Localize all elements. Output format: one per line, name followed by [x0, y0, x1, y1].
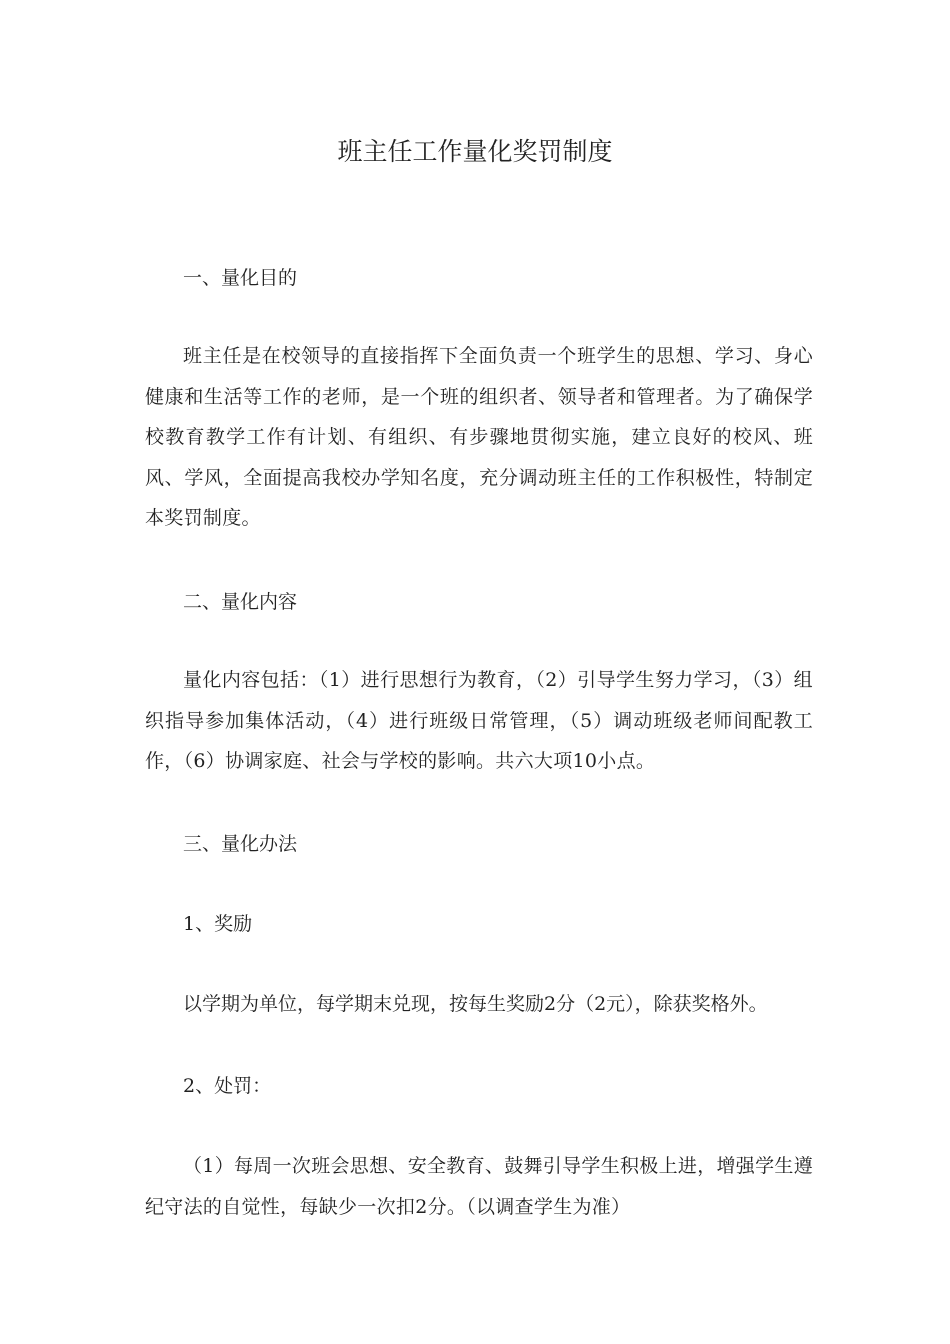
reward-paragraph: 以学期为单位，每学期末兑现，按每生奖励2分（2元），除获奖格外。 — [183, 993, 768, 1015]
section-heading-method: 三、量化办法 — [183, 833, 298, 855]
section-paragraph-content: 量化内容包括：（1）进行思想行为教育，（2）引导学生努力学习，（3）组织指导参加集体活动，（4）进行班级日常管理，（5）调动班级老师间配教工作，（6）协调家庭、社会与学校的影响。共六大项10小点。 — [145, 669, 813, 772]
section-heading-content: 二、量化内容 — [183, 591, 298, 613]
document-title: 班主任工作量化奖罚制度 — [337, 137, 613, 166]
section-heading-purpose: 一、量化目的 — [183, 267, 298, 289]
subsection-heading-reward: 1、奖励 — [183, 913, 253, 935]
penalty-item-paragraph: （1）每周一次班会思想、安全教育、鼓舞引导学生积极上进，增强学生遵纪守法的自觉性，每缺少一次扣2分。（以调查学生为准） — [145, 1155, 813, 1218]
subsection-heading-penalty: 2、处罚： — [183, 1075, 272, 1097]
section-paragraph-purpose: 班主任是在校领导的直接指挥下全面负责一个班学生的思想、学习、身心健康和生活等工作的老师，是一个班的组织者、领导者和管理者。为了确保学校教育教学工作有计划、有组织、有步骤地贯彻实施，建立良好的校风、班风、学风，全面提高我校办学知名度，充分调动班主任的工作积极性，特制定本奖罚制度。 — [145, 345, 813, 529]
